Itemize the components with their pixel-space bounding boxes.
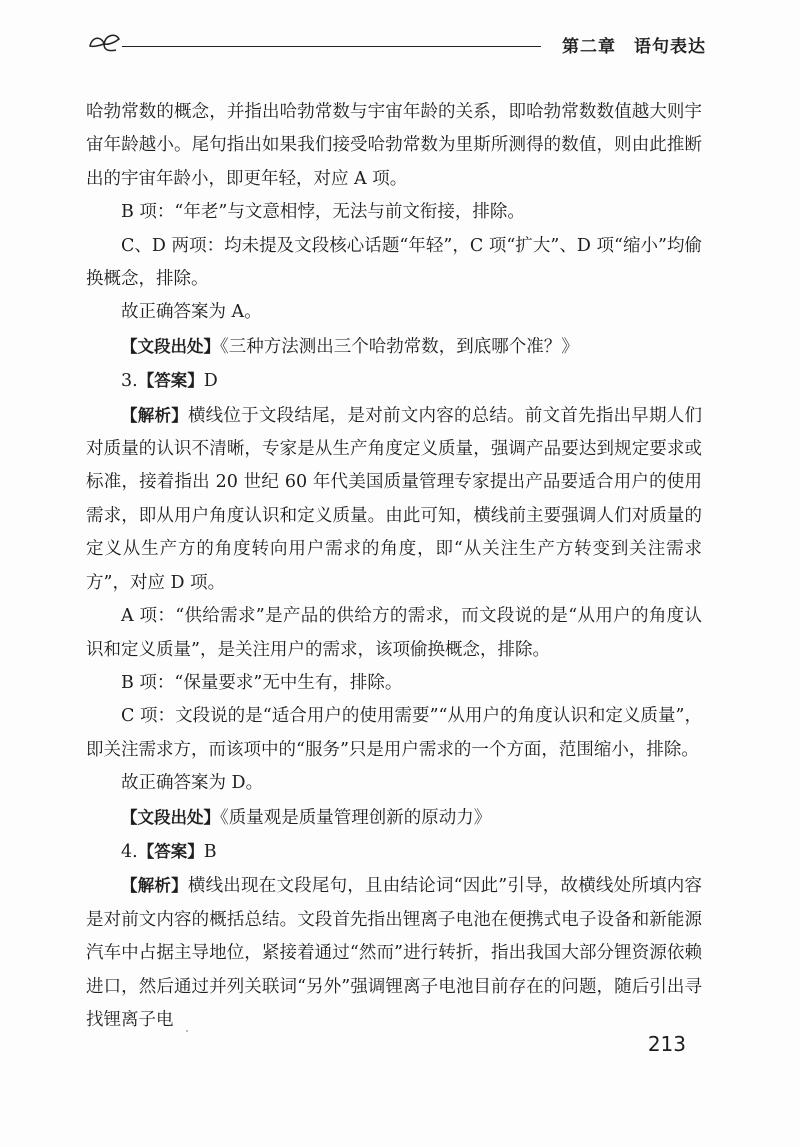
source-title: 《三种方法测出三个哈勃常数，到底哪个准？》 [220,336,579,357]
source-line [86,801,702,835]
header-rule [122,46,541,47]
paragraph: A 项：“供给需求”是产品的供给方的需求，而文段说的是“从用户的角度认识和定义质量”，是关注用户的需求，该项偷换概念，排除。 [86,606,702,660]
chapter-heading [562,32,706,57]
analysis-tag: 【解析】 [121,405,188,425]
source-tag: 【文段出处】 [121,336,220,356]
paragraph: B 项：“年老”与文意相悖，无法与前文衔接，排除。 [121,202,525,223]
running-header [86,30,706,64]
page-number: 213 [647,1032,686,1056]
paragraph: 哈勃常数的概念，并指出哈勃常数与宇宙年龄的关系，即哈勃常数数值越大则宇宙年龄越小。尾句指出如果我们接受哈勃常数为里斯所测得的数值，则由此推断出的宇宙年龄小，即更年轻，对应 A 项。 [86,102,702,189]
answer-tag: 【答案】 [137,371,204,391]
answer-value: B [203,841,217,862]
chapter-title: 语句表达 [634,37,706,57]
main-text [86,96,702,1037]
paragraph: 故正确答案为 D。 [121,773,264,794]
analysis-paragraph [86,399,702,600]
analysis-text: 横线出现在文段尾句，且由结论词“因此”引导，故横线处所填内容是对前文内容的概括总结。文段首先指出锂离子电池在便携式电子设备和新能源汽车中占据主导地位，紧接着通过“然而”进行转折，指出我国大部分锂资源依赖进口，然后通过并列关联词“另外”强调锂离子电池目前存在的问题，随后引出寻找锂离子电 [86,876,702,1030]
analysis-tag: 【解析】 [121,876,188,896]
question-number: 3. [121,371,138,392]
answer-value: D [203,371,218,392]
answer-tag: 【答案】 [137,841,204,861]
answer-line [86,835,702,869]
source-tag: 【文段出处】 [121,807,220,827]
paragraph: B 项：“保量要求”无中生有，排除。 [121,672,403,693]
chapter-number: 第二章 [562,37,616,57]
sprout-icon [86,30,126,58]
analysis-text: 横线位于文段结尾，是对前文内容的总结。前文首先指出早期人们对质量的认识不清晰，专家是从生产角度定义质量，强调产品要达到规定要求或标准，接着指出 20 世纪 60 年代美国质量管理专家提出产品要适合用户的使用需求，即从用户角度认识和定义质量。由此可知，横线前主要强调人们对质量的定义从生产方的角度转向用户需求的角度，即“从关注生产方转变到关注需求方”，对应 D 项。 [86,405,702,593]
answer-line [86,364,702,398]
question-number: 4. [121,841,138,862]
scan-speck [186,1030,188,1032]
paragraph: C 项：文段说的是“适合用户的使用需要”“从用户的角度认识和定义质量”，即关注需求方，而该项中的“服务”只是用户需求的一个方面，范围缩小，排除。 [86,706,702,760]
analysis-paragraph [86,869,702,1037]
paragraph: 故正确答案为 A。 [121,302,262,323]
source-line [86,330,702,364]
paragraph: C、D 两项：均未提及文段核心话题“年轻”，C 项“扩大”、D 项“缩小”均偷换概念，排除。 [86,235,702,290]
source-title: 《质量观是质量管理创新的原动力》 [220,807,492,828]
